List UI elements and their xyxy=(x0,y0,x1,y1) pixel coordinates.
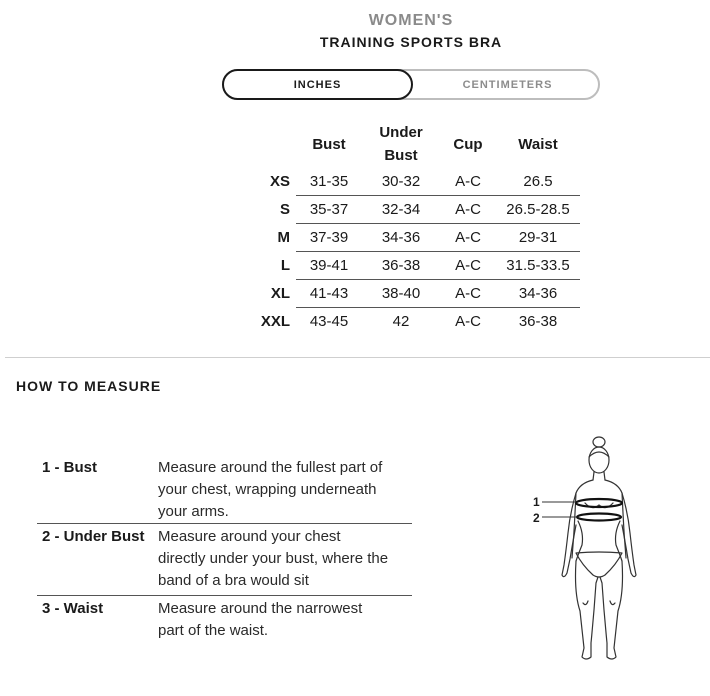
cell-waist: 36-38 xyxy=(496,308,580,336)
how-to-measure-title: HOW TO MEASURE xyxy=(16,378,162,394)
cell-size: L xyxy=(280,257,290,274)
cell-size: XS xyxy=(269,173,290,191)
cell-cup: A-C xyxy=(440,224,496,252)
cell-under-bust: 36-38 xyxy=(362,252,440,280)
table-row xyxy=(258,252,580,280)
unit-toggle xyxy=(222,69,600,100)
cell-under-bust: 42 xyxy=(362,308,440,336)
cell-waist: 34-36 xyxy=(496,280,580,308)
measure-description xyxy=(158,596,412,646)
table-row xyxy=(258,308,580,336)
measure-item-waist xyxy=(37,595,412,646)
header-size xyxy=(258,120,296,168)
table-row xyxy=(258,168,580,196)
cell-bust: 41-43 xyxy=(296,280,362,308)
measure-line: Measure around the fullest part of xyxy=(158,459,383,476)
title-product: TRAINING SPORTS BRA xyxy=(319,34,503,50)
header-under-bust-line1: Under xyxy=(379,124,423,141)
measure-description xyxy=(158,524,412,595)
measure-line: directly under your bust, where the xyxy=(158,550,389,567)
table-row xyxy=(258,224,580,252)
cell-size: XL xyxy=(270,285,290,302)
cell-waist: 29-31 xyxy=(496,224,580,252)
measure-list xyxy=(37,455,412,646)
marker-2-label: 2 xyxy=(533,511,540,525)
cell-size: XXL xyxy=(260,312,290,330)
marker-1-label: 1 xyxy=(533,495,540,509)
cell-waist: 26.5-28.5 xyxy=(496,196,580,224)
measure-line: Measure around your chest xyxy=(158,528,341,545)
header-bust: Bust xyxy=(312,135,346,153)
cell-under-bust: 30-32 xyxy=(381,173,421,190)
measure-label: 1 - Bust xyxy=(42,459,98,476)
size-table-header xyxy=(258,120,580,168)
measure-item-under-bust xyxy=(37,523,412,595)
header-waist: Waist xyxy=(518,135,558,153)
header-under-bust xyxy=(362,120,440,168)
table-row xyxy=(258,196,580,224)
cell-bust: 31-35 xyxy=(309,173,349,190)
cell-cup: A-C xyxy=(440,196,496,224)
cell-waist: 26.5 xyxy=(523,173,553,190)
cell-bust: 35-37 xyxy=(296,196,362,224)
measure-description xyxy=(158,455,412,523)
cell-size: S xyxy=(279,201,290,218)
section-divider xyxy=(5,357,710,358)
measure-line: your chest, wrapping underneath xyxy=(158,481,377,498)
measure-item-bust xyxy=(37,455,412,523)
cell-bust: 37-39 xyxy=(296,224,362,252)
toggle-inches[interactable]: INCHES xyxy=(222,69,413,100)
bust-band xyxy=(576,499,622,507)
cell-cup: A-C xyxy=(455,173,481,190)
table-row xyxy=(258,280,580,308)
title-womens: WOMEN'S xyxy=(368,12,454,29)
measure-line: part of the waist. xyxy=(158,622,269,639)
header-under-bust-line2: Bust xyxy=(384,147,418,164)
cell-cup: A-C xyxy=(440,252,496,280)
body-measurement-figure xyxy=(528,433,648,665)
cell-bust: 39-41 xyxy=(296,252,362,280)
measure-line: band of a bra would sit xyxy=(158,572,309,589)
size-table xyxy=(258,120,580,335)
toggle-centimeters[interactable]: CENTIMETERS xyxy=(462,78,553,91)
cell-size: M xyxy=(277,229,290,246)
measure-line: your arms. xyxy=(158,503,229,520)
measure-line: Measure around the narrowest xyxy=(158,600,363,617)
cell-under-bust: 34-36 xyxy=(362,224,440,252)
cell-cup: A-C xyxy=(440,308,496,336)
cell-cup: A-C xyxy=(440,280,496,308)
under-bust-band xyxy=(577,514,621,521)
cell-under-bust: 32-34 xyxy=(362,196,440,224)
cell-bust: 43-45 xyxy=(296,308,362,336)
cell-under-bust: 38-40 xyxy=(362,280,440,308)
measure-label: 2 - Under Bust xyxy=(42,528,145,545)
measure-label: 3 - Waist xyxy=(42,600,104,617)
cell-waist: 31.5-33.5 xyxy=(496,252,580,280)
header-cup: Cup xyxy=(453,135,483,153)
